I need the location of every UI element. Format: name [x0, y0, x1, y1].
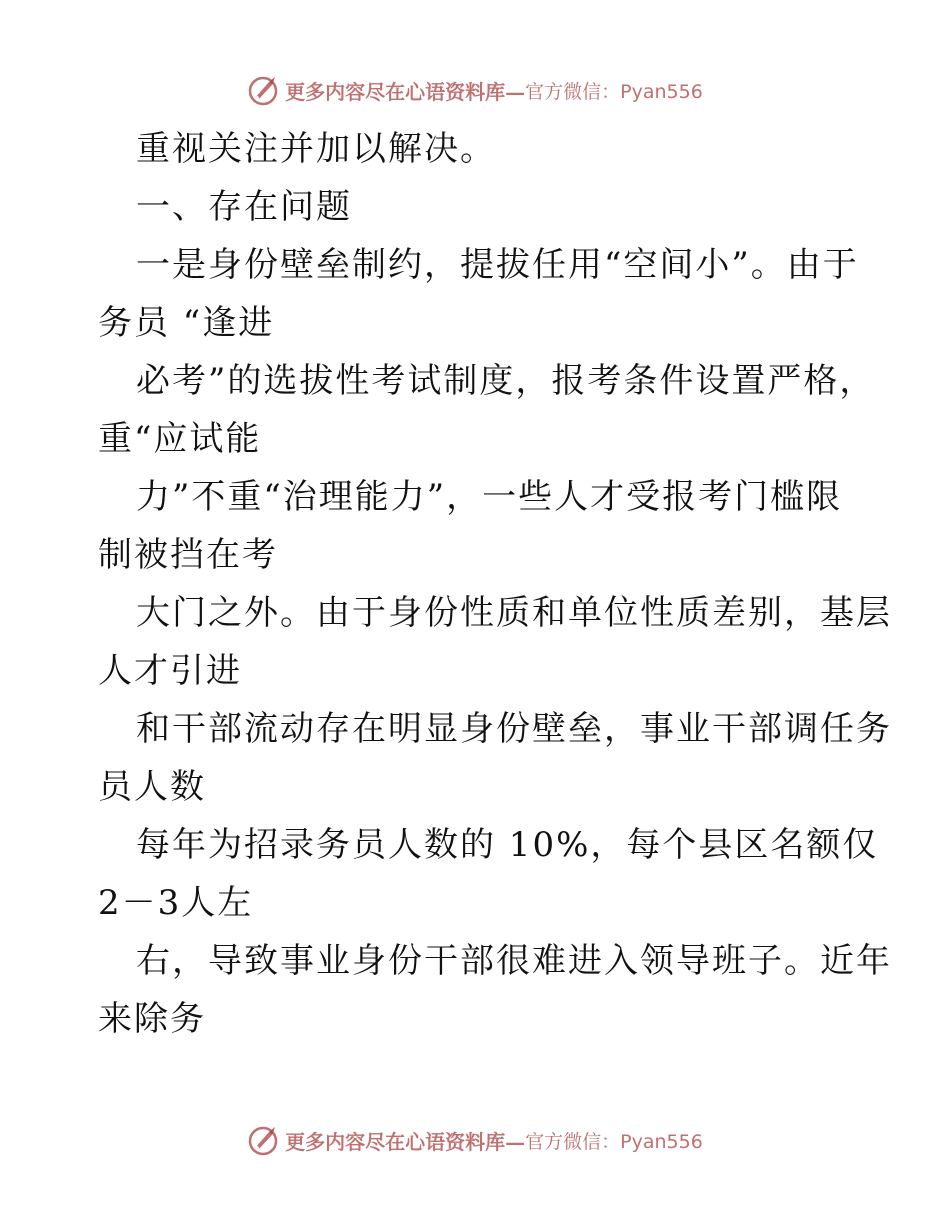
body-line-1: 重视关注并加以解决。	[136, 129, 496, 169]
footer-wechat-text: 官方微信：Pyan556	[525, 1130, 703, 1153]
quill-logo-icon	[247, 1124, 279, 1156]
body-line-8: 制被挡在考	[98, 535, 278, 575]
body-line-10: 人才引进	[98, 651, 242, 691]
body-line-11: 和干部流动存在明显身份壁垒，事业干部调任务	[136, 709, 892, 749]
body-line-15: 右，导致事业身份干部很难进入领导班子。近年	[136, 941, 892, 981]
body-line-6: 重“应试能	[98, 419, 262, 459]
body-line-7: 力”不重“治理能力”，一些人才受报考门槛限	[136, 477, 843, 517]
quill-logo-icon	[247, 74, 279, 106]
section-heading: 一、存在问题	[136, 187, 352, 227]
header-wechat-text: 官方微信：Pyan556	[525, 80, 703, 103]
header-banner	[0, 70, 950, 110]
header-banner-text: 更多内容尽在心语资料库—	[285, 79, 526, 104]
body-line-16: 来除务	[98, 999, 206, 1039]
body-line-12: 员人数	[98, 767, 206, 807]
body-line-9: 大门之外。由于身份性质和单位性质差别，基层	[136, 593, 892, 633]
body-line-5: 必考”的选拔性考试制度，报考条件设置严格，	[136, 361, 876, 401]
body-line-3: 一是身份壁垒制约，提拔任用“空间小”。由于	[136, 245, 859, 285]
document-body	[98, 120, 892, 1048]
footer-banner	[0, 1120, 950, 1160]
footer-banner-text: 更多内容尽在心语资料库—	[285, 1129, 526, 1154]
body-line-14: 2－3人左	[98, 883, 254, 923]
body-line-13: 每年为招录务员人数的 10%，每个县区名额仅	[136, 825, 879, 865]
body-line-4: 务员 “逢进	[98, 303, 275, 343]
